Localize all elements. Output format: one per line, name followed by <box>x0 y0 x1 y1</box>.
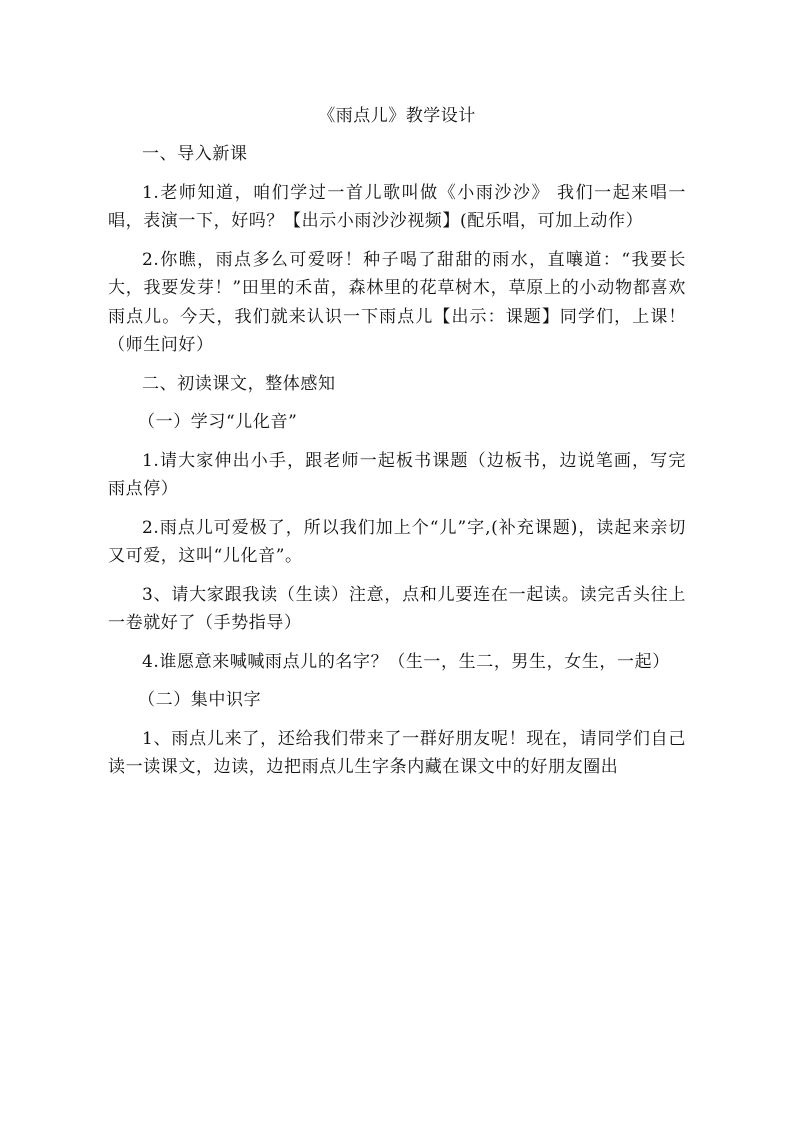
paragraph-erhua-4: 4.谁愿意来喊喊雨点儿的名字？（生一，生二，男生，女生，一起） <box>142 651 670 672</box>
document-page <box>108 102 686 792</box>
paragraph-intro-2: 2.你瞧，雨点多么可爱呀！种子喝了甜甜的雨水，直嚷道：“我要长大，我要发芽！”田里的禾苗，森林里的花草树木，草原上的小动物都喜欢雨点儿。今天，我们就来认识一下雨点儿【出示：课题】同学们，上课！（师生问好） <box>108 249 686 355</box>
document-title: 《雨点儿》教学设计 <box>318 106 476 126</box>
paragraph-literacy-1: 1、雨点儿来了，还给我们带来了一群好朋友呢！现在，请同学们自己读一读课文，边读，边把雨点儿生字条内藏在课文中的好朋友圈出 <box>108 728 686 777</box>
paragraph-erhua-1: 1.请大家伸出小手，跟老师一起板书课题（边板书，边说笔画，写完雨点停） <box>108 450 686 499</box>
section-heading-intro: 一、导入新课 <box>142 144 248 164</box>
section-heading-first-reading: 二、初读课文，整体感知 <box>142 373 336 394</box>
paragraph-erhua-3: 3、请大家跟我读（生读）注意，点和儿要连在一起读。读完舌头往上一卷就好了（手势指导） <box>108 584 686 633</box>
paragraph-erhua-2: 2.雨点儿可爱极了，所以我们加上个“儿”字,(补充课题)，读起来亲切又可爱，这叫“儿化音”。 <box>108 517 686 566</box>
paragraph-intro-1: 1.老师知道，咱们学过一首儿歌叫做《小雨沙沙》 我们一起来唱一唱，表演一下，好吗？【出示小雨沙沙视频】(配乐唱，可加上动作） <box>108 182 686 231</box>
subsection-heading-literacy: （二）集中识字 <box>138 690 262 710</box>
subsection-heading-erhua: （一）学习“儿化音” <box>138 412 298 432</box>
